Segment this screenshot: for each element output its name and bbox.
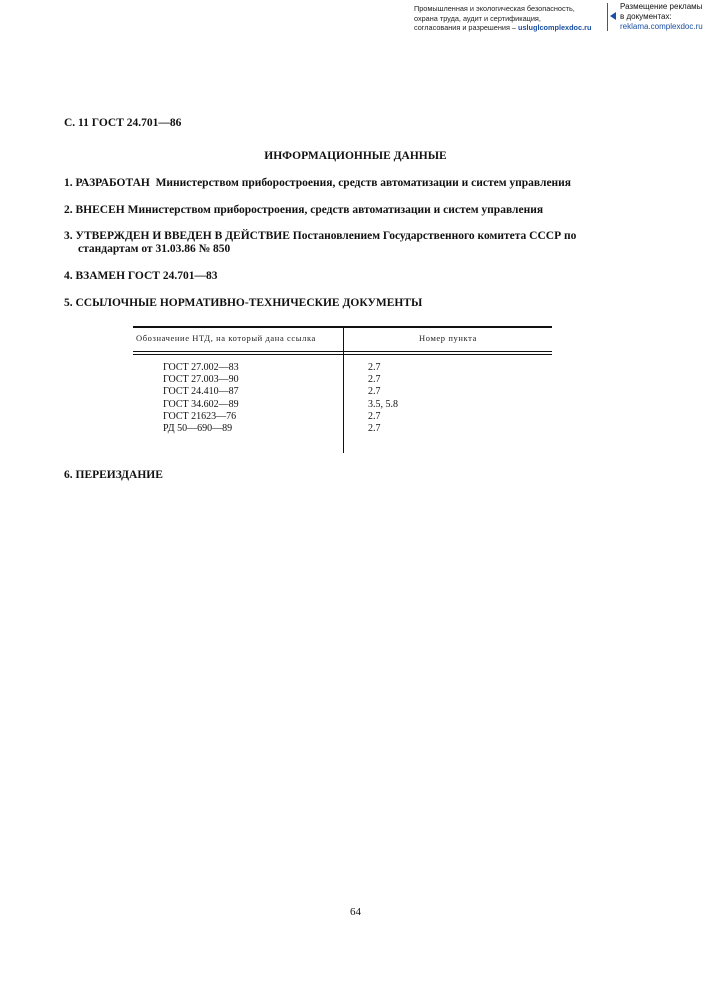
info-item-references [64,297,624,310]
table-column-divider [343,328,344,453]
item-lead: 5. ССЫЛОЧНЫЕ НОРМАТИВНО-ТЕХНИЧЕСКИЕ ДОКУМЕНТЫ [64,297,423,309]
ad-line: охрана труда, аудит и сертификация, [414,13,541,23]
info-item-reissue [64,469,624,482]
arrow-left-icon [610,12,616,20]
ad-line: Размещение рекламы [620,2,703,11]
ad-line-text: согласования и разрешения – [414,23,519,33]
table-cell-document: ГОСТ 27.003—90 [163,374,239,386]
info-item-submitted [64,204,624,217]
table-cell-document: ГОСТ 24.410—87 [163,386,239,398]
table-column-clauses [368,362,518,435]
info-item-developed [64,177,624,190]
ad-line: Промышленная и экологическая безопасность, [414,4,575,13]
table-cell-clause: 3.5, 5.8 [368,398,398,410]
document-title: ИНФОРМАЦИОННЫЕ ДАННЫЕ [264,150,447,162]
page-header: С. 11 ГОСТ 24.701—86 [64,117,182,129]
item-body: Министерством приборостроения, средств автоматизации и систем управления [127,204,544,216]
references-table [133,326,552,453]
item-lead: 3. УТВЕРЖДЕН И ВВЕДЕН В ДЕЙСТВИЕ [64,230,290,242]
item-body: Министерством приборостроения, средств автоматизации и систем управления [155,177,572,189]
item-lead: 1. РАЗРАБОТАН [64,177,150,189]
item-lead: 6. ПЕРЕИЗДАНИЕ [64,469,163,481]
item-body: Постановлением Государственного комитета СССР по [292,230,577,242]
ad-line: в документах: [620,12,672,21]
table-cell-document: ГОСТ 34.602—89 [163,398,239,410]
services-link[interactable]: usluglcomplexdoc.ru [518,23,592,33]
item-continuation: стандартам от 31.03.86 № 850 [78,243,231,255]
info-item-replaces [64,270,624,283]
item-lead: 2. ВНЕСЕН [64,204,125,216]
table-header-clause: Номер пункта [419,333,477,343]
table-cell-document: ГОСТ 27.002—83 [163,362,239,373]
table-cell-clause: 2.7 [368,410,381,422]
table-cell-document: РД 50—690—89 [163,423,233,435]
page-number: 64 [350,906,361,918]
ad-services-block [414,4,604,33]
ad-line [414,23,604,33]
table-cell-clause: 2.7 [368,374,381,386]
table-cell-clause: 2.7 [368,386,381,398]
table-cell-document: ГОСТ 21623—76 [163,410,237,422]
advertising-link[interactable]: reklama.complexdoc.ru [620,22,703,31]
ad-divider [607,3,608,31]
table-column-documents [163,362,333,435]
table-header-document: Обозначение НТД, на который дана ссылка [136,333,316,343]
info-item-approved [64,230,624,256]
ad-advertising-block [620,2,710,32]
table-cell-clause: 2.7 [368,362,381,373]
item-lead: 4. ВЗАМЕН ГОСТ 24.701—83 [64,270,218,282]
table-cell-clause: 2.7 [368,423,381,435]
